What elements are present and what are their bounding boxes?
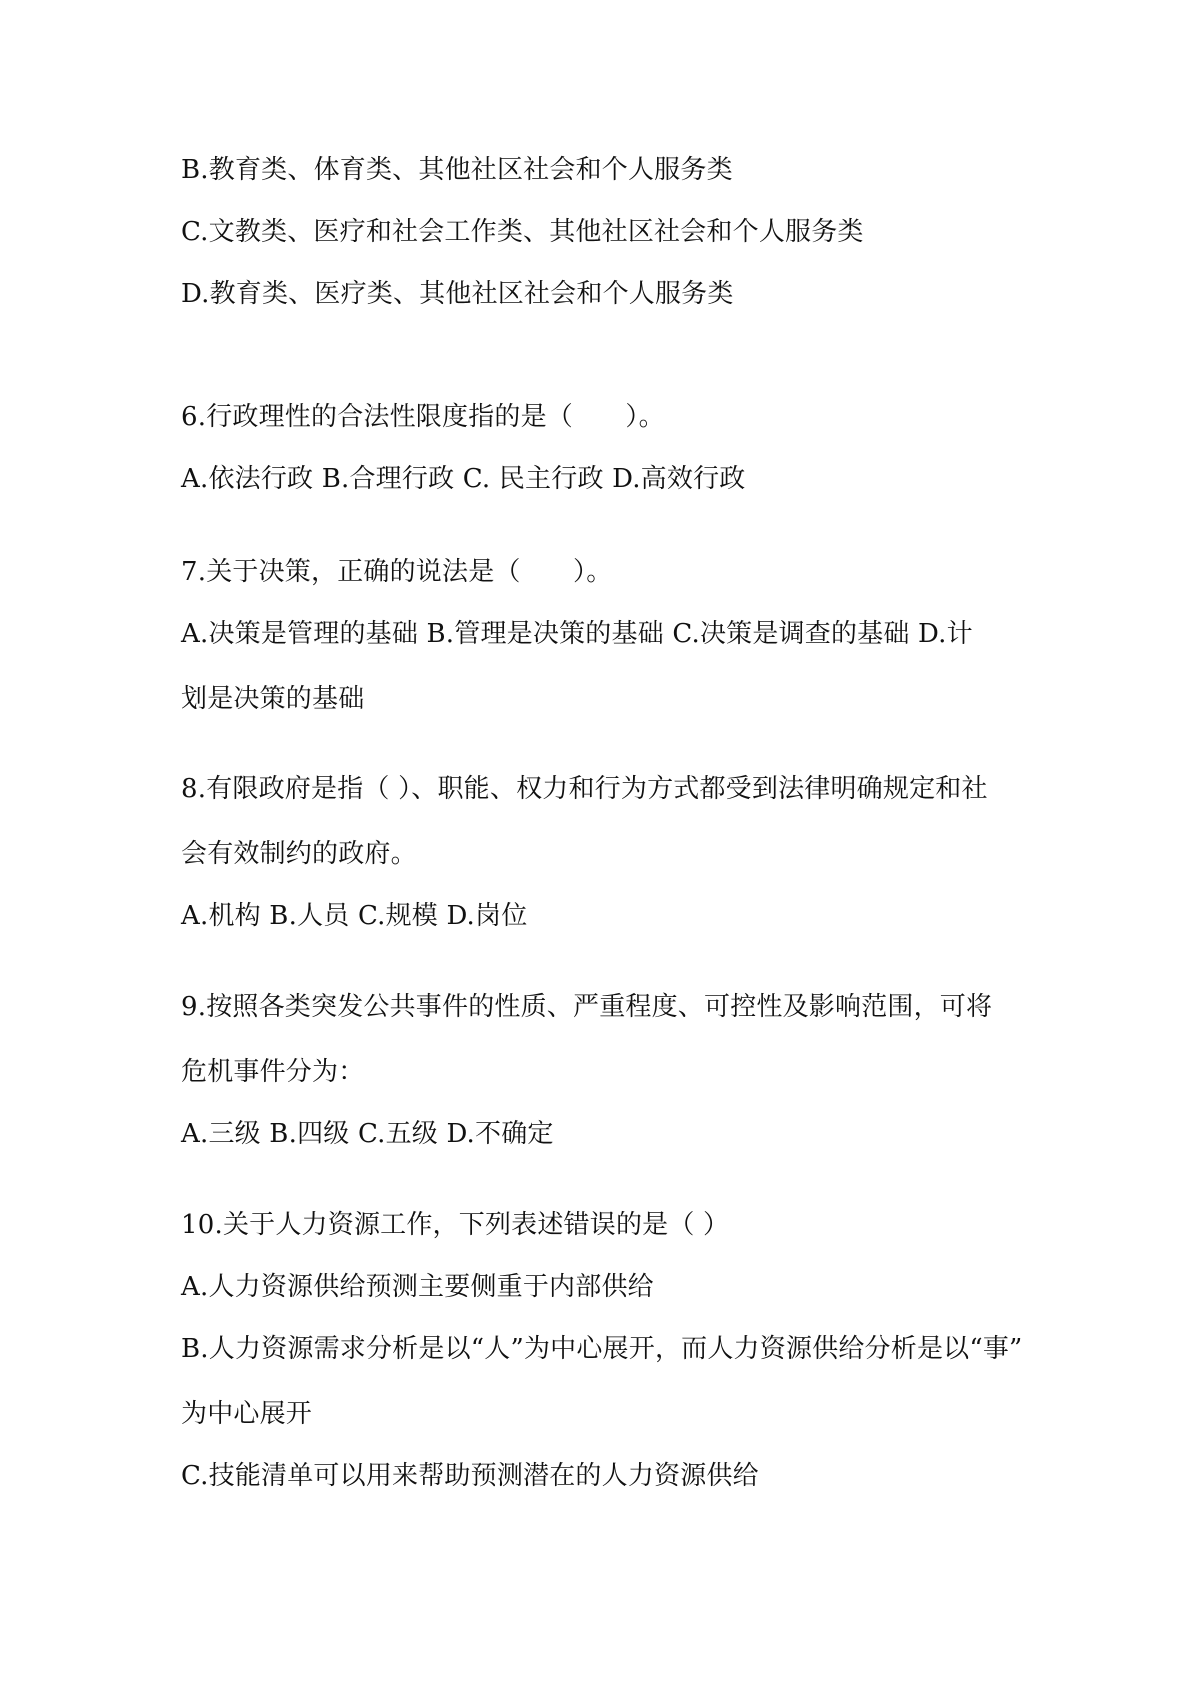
q8-question-line2: 会有效制约的政府。 [181, 839, 417, 869]
q5-option-d: D.教育类、医疗类、其他社区社会和个人服务类 [181, 279, 734, 309]
q10-question: 10.关于人力资源工作，下列表述错误的是（ ） [181, 1210, 730, 1240]
q5-option-b: B.教育类、体育类、其他社区社会和个人服务类 [181, 155, 733, 185]
q6-options: A.依法行政 B.合理行政 C. 民主行政 D.高效行政 [181, 464, 746, 494]
q6-question: 6.行政理性的合法性限度指的是（ ）。 [181, 402, 665, 432]
q10-option-c: C.技能清单可以用来帮助预测潜在的人力资源供给 [181, 1461, 759, 1491]
q7-options-line1: A.决策是管理的基础 B.管理是决策的基础 C.决策是调查的基础 D.计 [181, 619, 973, 649]
q10-option-a: A.人力资源供给预测主要侧重于内部供给 [181, 1272, 654, 1302]
q9-question-line1: 9.按照各类突发公共事件的性质、严重程度、可控性及影响范围，可将 [181, 992, 993, 1022]
q8-options: A.机构 B.人员 C.规模 D.岗位 [181, 901, 528, 931]
q9-options: A.三级 B.四级 C.五级 D.不确定 [181, 1119, 554, 1149]
q7-options-line2: 划是决策的基础 [181, 684, 365, 714]
q8-question-line1: 8.有限政府是指（ ）、职能、权力和行为方式都受到法律明确规定和社 [181, 774, 988, 804]
q7-question: 7.关于决策，正确的说法是（ ）。 [181, 557, 613, 587]
q5-option-c: C.文教类、医疗和社会工作类、其他社区社会和个人服务类 [181, 217, 864, 247]
q10-option-b-line1: B.人力资源需求分析是以“人”为中心展开，而人力资源供给分析是以“事” [181, 1334, 1023, 1364]
q9-question-line2: 危机事件分为： [181, 1057, 365, 1087]
q10-option-b-line2: 为中心展开 [181, 1399, 313, 1429]
